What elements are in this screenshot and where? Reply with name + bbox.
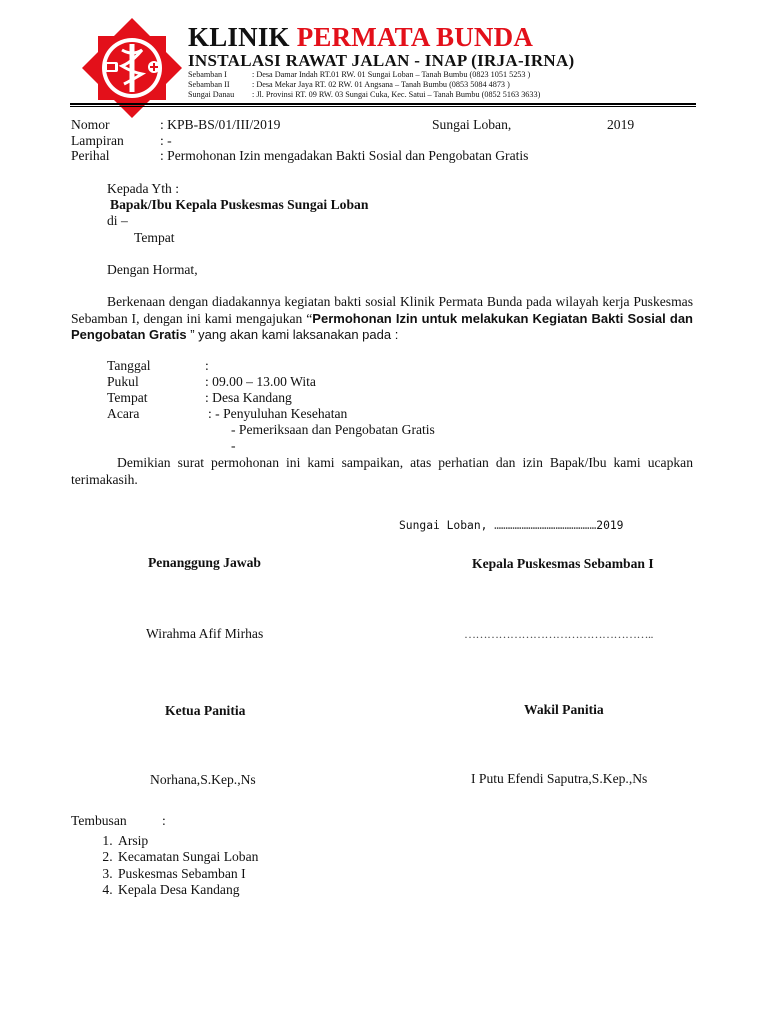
acara-item-2: - Pemeriksaan dan Pengobatan Gratis (231, 422, 435, 437)
closing-text: Demikian surat permohonan ini kami sampaikan, atas perhatian dan izin Bapak/Ibu kami ucapkan terimakasih. (71, 455, 693, 487)
address-label-2: Sebamban II (188, 80, 230, 89)
letter-year: 2019 (607, 117, 635, 132)
recipient-tempat: Tempat (134, 230, 175, 245)
lampiran-label: Lampiran (71, 133, 124, 148)
clinic-name-black: KLINIK (188, 22, 290, 52)
list-item: 1. Arsip (116, 833, 258, 849)
acara-label: Acara (107, 406, 140, 421)
lampiran-value: : - (160, 133, 172, 148)
tanggal-label: Tanggal (107, 358, 151, 373)
sign-date-year: 2019 (596, 519, 624, 532)
ketua-title: Ketua Panitia (165, 703, 246, 718)
wakil-title: Wakil Panitia (524, 702, 604, 717)
clinic-name (188, 22, 533, 53)
pukul-value: : 09.00 – 13.00 Wita (205, 374, 316, 389)
list-item: 3. Puskesmas Sebamban I (116, 866, 258, 882)
sign-date-dots: ……………………………………… (494, 519, 597, 532)
tembusan-list (76, 833, 258, 898)
kepada-yth: Kepada Yth : (107, 181, 179, 196)
kp-name-dots: ………………………………………….. (464, 627, 653, 641)
kp-title: Kepala Puskesmas Sebamban I (472, 556, 654, 571)
address-text-1: : Desa Damar Indah RT.01 RW. 01 Sungai Loban – Tanah Bumbu (0823 1051 5253 ) (252, 70, 531, 79)
greeting: Dengan Hormat, (107, 262, 198, 277)
tanggal-value: : (205, 358, 209, 373)
header-rule-thick (70, 103, 696, 105)
tembusan-label: Tembusan (71, 813, 127, 828)
address-text-3: : Jl. Provinsi RT. 09 RW. 03 Sungai Cuka, Kec. Satui – Tanah Bumbu (0852 5163 3633) (252, 90, 541, 99)
closing-paragraph (71, 455, 693, 488)
clinic-name-red: PERMATA BUNDA (296, 22, 534, 52)
address-label-3: Sungai Danau (188, 90, 235, 99)
nomor-label: Nomor (71, 117, 110, 132)
sign-date (399, 519, 623, 532)
nomor-value: : KPB-BS/01/III/2019 (160, 117, 281, 132)
perihal-value: : Permohonan Izin mengadakan Bakti Sosial dan Pengobatan Gratis (160, 148, 529, 163)
list-item: 4. Kepala Desa Kandang (116, 882, 258, 898)
list-item: 2. Kecamatan Sungai Loban (116, 849, 258, 865)
clinic-subtitle: INSTALASI RAWAT JALAN - INAP (IRJA-IRNA) (188, 51, 575, 70)
recipient-name: Bapak/Ibu Kepala Puskesmas Sungai Loban (110, 197, 369, 212)
letter-place-date: Sungai Loban, (432, 117, 512, 132)
acara-item-3: - (231, 438, 236, 453)
body-text-end: ” yang akan kami laksanakan pada : (186, 327, 399, 342)
pukul-label: Pukul (107, 374, 139, 389)
address-text-2: : Desa Mekar Jaya RT. 02 RW. 01 Angsana – Tanah Bumbu (0853 5084 4873 ) (252, 80, 510, 89)
tempat-value: : Desa Kandang (205, 390, 292, 405)
body-text-bold: Permohonan Izin untuk melakukan Kegiatan Bakti Sosial dan Pengobatan Gratis (71, 310, 693, 342)
sign-date-place: Sungai Loban, (399, 519, 488, 532)
body-text-start: Berkenaan dengan diadakannya kegiatan bakti sosial Klinik Permata Bunda pada wilayah kerja Puskesmas Sebamban I, dengan ini kami mengajukan “ (71, 294, 693, 326)
pj-title: Penanggung Jawab (148, 555, 261, 570)
tembusan-colon: : (162, 813, 166, 828)
recipient-di: di – (107, 213, 128, 228)
address-label-1: Sebamban I (188, 70, 227, 79)
ketua-name: Norhana,S.Kep.,Ns (150, 772, 256, 787)
wakil-name: I Putu Efendi Saputra,S.Kep.,Ns (471, 771, 648, 786)
pj-name: Wirahma Afif Mirhas (146, 626, 264, 641)
acara-item-1: : - Penyuluhan Kesehatan (208, 406, 348, 421)
tempat-label: Tempat (107, 390, 148, 405)
perihal-label: Perihal (71, 148, 110, 163)
header-rule-thin (70, 106, 696, 107)
body-paragraph (71, 294, 693, 344)
